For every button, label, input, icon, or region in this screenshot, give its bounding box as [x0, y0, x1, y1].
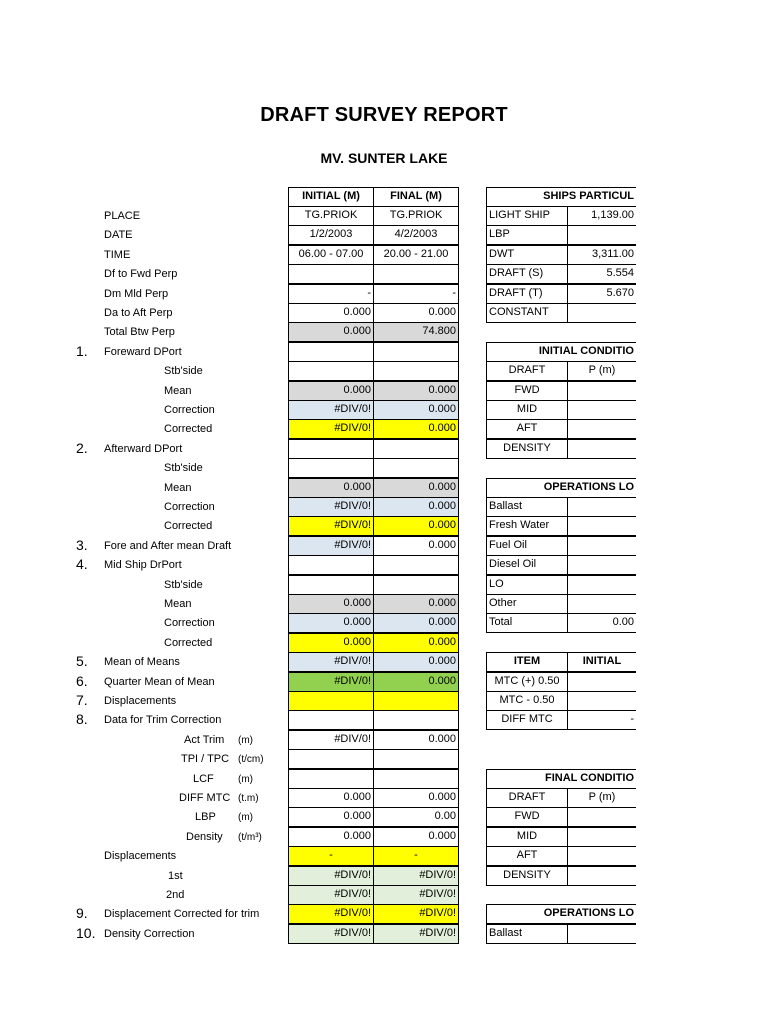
initial-value: [288, 439, 374, 459]
initial-condition-row-value: [567, 381, 637, 401]
row-number: 6.: [76, 673, 88, 689]
initial-value: #DIV/0!: [288, 419, 374, 439]
row-label: Dm Mld Perp: [104, 288, 169, 300]
mtc-row-value: -: [567, 710, 637, 730]
operations-load-row-value: [567, 594, 637, 614]
initial-value: 0.000: [288, 827, 374, 847]
operations-load-row-label: Ballast: [486, 497, 568, 517]
final-value: 0.000: [373, 672, 459, 692]
final-value: 0.00: [373, 807, 459, 827]
row-label: Displacements: [104, 850, 177, 862]
row-label: Corrected: [164, 423, 213, 435]
final-value: 0.000: [373, 633, 459, 653]
row-label: Foreward DPort: [104, 346, 182, 358]
row-label: Correction: [164, 404, 215, 416]
operations-load-row-label: Fuel Oil: [486, 536, 568, 556]
row-label: DATE: [104, 229, 133, 241]
initial-value: 1/2/2003: [288, 225, 374, 245]
final-value: [373, 749, 459, 769]
final-value: 0.000: [373, 536, 459, 556]
initial-value: #DIV/0!: [288, 924, 374, 944]
initial-condition-row-value: [567, 400, 637, 420]
row-label: 1st: [168, 870, 183, 882]
operations-load-row-label: Diesel Oil: [486, 555, 568, 575]
initial-value: [288, 691, 374, 711]
row-label: Displacement Corrected for trim: [104, 908, 260, 920]
row-unit: (m): [238, 735, 253, 746]
final-value: [373, 710, 459, 730]
row-label: Correction: [164, 617, 215, 629]
row-label: Quarter Mean of Mean: [104, 676, 215, 688]
initial-value: 0.000: [288, 478, 374, 498]
final-condition-row-value: [567, 846, 637, 866]
row-label: Corrected: [164, 520, 213, 532]
initial-value: TG.PRIOK: [288, 206, 374, 226]
row-label: Stb'side: [164, 365, 203, 377]
row-number: 2.: [76, 440, 88, 456]
final-value: 20.00 - 21.00: [373, 245, 459, 265]
particular-value: [567, 303, 637, 323]
row-label: TIME: [104, 249, 131, 261]
row-unit: (t/cm): [238, 754, 264, 765]
final-value: 0.000: [373, 652, 459, 672]
initial-condition-col-p: P (m): [567, 361, 637, 381]
initial-value: 0.000: [288, 594, 374, 614]
row-label: DIFF MTC: [179, 792, 231, 804]
initial-condition-row-value: [567, 439, 637, 459]
operations-load-row-label: Fresh Water: [486, 516, 568, 536]
operations-load-row-label: Other: [486, 594, 568, 614]
final-value: [373, 691, 459, 711]
initial-value: #DIV/0!: [288, 904, 374, 924]
initial-value: -: [288, 846, 374, 866]
page-edge: [636, 0, 768, 1024]
mtc-header-item: ITEM: [486, 652, 568, 672]
initial-value: #DIV/0!: [288, 400, 374, 420]
final-value: 0.000: [373, 516, 459, 536]
final-value: 0.000: [373, 400, 459, 420]
operations-load-header: OPERATIONS LO: [486, 478, 637, 498]
row-label: Data for Trim Correction: [104, 714, 222, 726]
operations-load-row-value: [567, 536, 637, 556]
initial-value: #DIV/0!: [288, 516, 374, 536]
final-value: [373, 342, 459, 362]
mtc-row-label: DIFF MTC: [486, 710, 568, 730]
row-number: 7.: [76, 692, 88, 708]
row-label: Total Btw Perp: [104, 326, 175, 338]
operations-load-row-value: 0.00: [567, 613, 637, 633]
operations-load-row-value: [567, 516, 637, 536]
row-label: 2nd: [166, 889, 185, 901]
initial-value: #DIV/0!: [288, 536, 374, 556]
final-value: -: [373, 846, 459, 866]
final-value: 0.000: [373, 497, 459, 517]
initial-value: #DIV/0!: [288, 497, 374, 517]
final-value: 0.000: [373, 419, 459, 439]
final-value: [373, 264, 459, 284]
initial-value: #DIV/0!: [288, 866, 374, 886]
final-value: #DIV/0!: [373, 904, 459, 924]
row-label: Fore and After mean Draft: [104, 540, 232, 552]
row-label: Stb'side: [164, 462, 203, 474]
row-label: Afterward DPort: [104, 443, 183, 455]
row-number: 10.: [76, 925, 96, 941]
particular-value: 5.670: [567, 284, 637, 304]
final-value: 0.000: [373, 613, 459, 633]
initial-value: 0.000: [288, 322, 374, 342]
row-number: 1.: [76, 343, 88, 359]
final-condition-row-label: MID: [486, 827, 568, 847]
row-label: Mean: [164, 385, 192, 397]
vessel-name: MV. SUNTER LAKE: [320, 150, 448, 166]
final-value: [373, 361, 459, 381]
initial-value: #DIV/0!: [288, 885, 374, 905]
operations-load-row-value: [567, 497, 637, 517]
header-initial: INITIAL (M): [288, 187, 374, 207]
initial-value: [288, 555, 374, 575]
final-value: 0.000: [373, 594, 459, 614]
mtc-row-label: MTC - 0.50: [486, 691, 568, 711]
row-label: Mean: [164, 482, 192, 494]
particular-label: DRAFT (S): [486, 264, 568, 284]
final-value: 4/2/2003: [373, 225, 459, 245]
mtc-header-initial: INITIAL: [567, 652, 637, 672]
row-unit: (t/m³): [238, 832, 262, 843]
initial-value: [288, 458, 374, 478]
row-unit: (t.m): [238, 793, 259, 804]
row-number: 5.: [76, 653, 88, 669]
particular-value: 1,139.00: [567, 206, 637, 226]
initial-value: [288, 342, 374, 362]
final-value: 0.000: [373, 827, 459, 847]
particular-value: [567, 225, 637, 245]
final-value: TG.PRIOK: [373, 206, 459, 226]
final-condition-row-value: [567, 866, 637, 886]
particular-value: 3,311.00: [567, 245, 637, 265]
row-label: Displacements: [104, 695, 177, 707]
row-number: 9.: [76, 905, 88, 921]
initial-value: #DIV/0!: [288, 652, 374, 672]
final-condition-col-p: P (m): [567, 788, 637, 808]
row-unit: (m): [238, 812, 253, 823]
final-value: -: [373, 284, 459, 304]
initial-value: 0.000: [288, 788, 374, 808]
particular-label: DWT: [486, 245, 568, 265]
operations-load-row-value: [567, 555, 637, 575]
row-number: 3.: [76, 537, 88, 553]
initial-value: 0.000: [288, 613, 374, 633]
row-label: Mid Ship DrPort: [104, 559, 182, 571]
initial-value: 06.00 - 07.00: [288, 245, 374, 265]
row-label: Da to Aft Perp: [104, 307, 173, 319]
final-value: [373, 439, 459, 459]
row-label: Mean of Means: [104, 656, 180, 668]
final-condition-col-draft: DRAFT: [486, 788, 568, 808]
initial-condition-row-label: FWD: [486, 381, 568, 401]
operations-load-final-header: OPERATIONS LO: [486, 904, 637, 924]
final-value: [373, 555, 459, 575]
operations-load-row-label: Total: [486, 613, 568, 633]
final-condition-row-label: DENSITY: [486, 866, 568, 886]
row-label: Stb'side: [164, 579, 203, 591]
particular-label: LBP: [486, 225, 568, 245]
row-unit: (m): [238, 774, 253, 785]
final-value: [373, 458, 459, 478]
row-label: Density Correction: [104, 928, 195, 940]
row-label: LBP: [195, 811, 216, 823]
row-label: Corrected: [164, 637, 213, 649]
report-title: DRAFT SURVEY REPORT: [260, 104, 508, 126]
initial-value: #DIV/0!: [288, 672, 374, 692]
final-value: [373, 769, 459, 789]
final-value: 0.000: [373, 730, 459, 750]
initial-value: 0.000: [288, 807, 374, 827]
particular-label: LIGHT SHIP: [486, 206, 568, 226]
operations-load-final-row-value: [567, 924, 637, 944]
row-label: LCF: [193, 773, 214, 785]
final-value: 0.000: [373, 303, 459, 323]
final-value: [373, 575, 459, 595]
initial-condition-row-label: AFT: [486, 419, 568, 439]
initial-value: [288, 769, 374, 789]
initial-value: [288, 264, 374, 284]
row-label: Mean: [164, 598, 192, 610]
final-condition-row-value: [567, 807, 637, 827]
mtc-row-label: MTC (+) 0.50: [486, 672, 568, 692]
initial-value: [288, 749, 374, 769]
initial-value: -: [288, 284, 374, 304]
header-final: FINAL (M): [373, 187, 459, 207]
initial-condition-row-value: [567, 419, 637, 439]
final-value: 0.000: [373, 381, 459, 401]
initial-condition-row-label: DENSITY: [486, 439, 568, 459]
final-condition-row-value: [567, 827, 637, 847]
initial-condition-header: INITIAL CONDITIO: [486, 342, 637, 362]
final-value: #DIV/0!: [373, 866, 459, 886]
row-label: TPI / TPC: [181, 753, 230, 765]
operations-load-row-value: [567, 575, 637, 595]
final-condition-row-label: AFT: [486, 846, 568, 866]
initial-condition-row-label: MID: [486, 400, 568, 420]
row-number: 4.: [76, 556, 88, 572]
row-label: Df to Fwd Perp: [104, 268, 178, 280]
initial-value: 0.000: [288, 633, 374, 653]
final-value: #DIV/0!: [373, 885, 459, 905]
row-number: 8.: [76, 711, 88, 727]
row-label: Correction: [164, 501, 215, 513]
particular-value: 5.554: [567, 264, 637, 284]
final-value: 0.000: [373, 478, 459, 498]
final-condition-header: FINAL CONDITIO: [486, 769, 637, 789]
ships-particulars-header: SHIPS PARTICUL: [486, 187, 637, 207]
initial-value: 0.000: [288, 381, 374, 401]
initial-value: 0.000: [288, 303, 374, 323]
particular-label: CONSTANT: [486, 303, 568, 323]
operations-load-final-row-label: Ballast: [486, 924, 568, 944]
final-value: 0.000: [373, 788, 459, 808]
final-condition-row-label: FWD: [486, 807, 568, 827]
particular-label: DRAFT (T): [486, 284, 568, 304]
initial-value: [288, 361, 374, 381]
final-value: 74.800: [373, 322, 459, 342]
operations-load-row-label: LO: [486, 575, 568, 595]
final-value: #DIV/0!: [373, 924, 459, 944]
initial-condition-col-draft: DRAFT: [486, 361, 568, 381]
initial-value: [288, 710, 374, 730]
row-label: Act Trim: [184, 734, 225, 746]
row-label: Density: [186, 831, 223, 843]
mtc-row-value: [567, 672, 637, 692]
initial-value: [288, 575, 374, 595]
mtc-row-value: [567, 691, 637, 711]
row-label: PLACE: [104, 210, 141, 222]
initial-value: #DIV/0!: [288, 730, 374, 750]
